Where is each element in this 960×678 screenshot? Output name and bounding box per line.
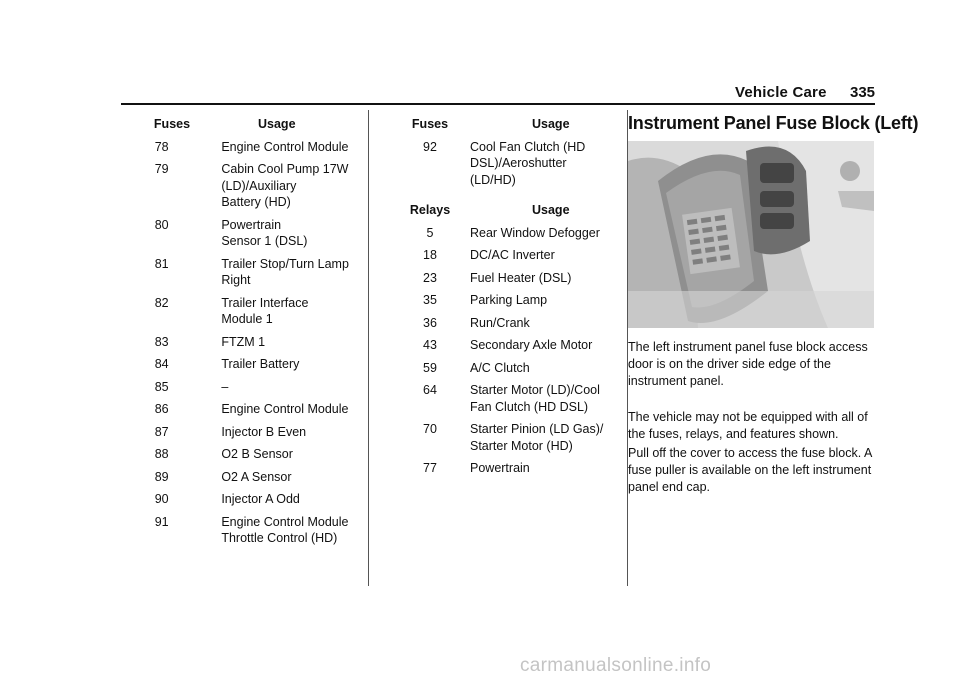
row-usage: Engine Control Module [221,139,349,154]
row-usage: Cabin Cool Pump 17W (LD)/Auxiliary Battery (HD) [221,162,349,209]
col-header-fuses: Fuses [153,117,191,131]
row-usage: A/C Clutch [470,360,530,375]
row-number: 59 [423,360,437,375]
row-usage: Powertrain Sensor 1 (DSL) [221,217,308,248]
row-number: 18 [423,248,437,262]
row-usage: Trailer Battery [221,357,300,371]
col-header-usage: Usage [258,117,296,131]
row-number: 83 [154,334,169,349]
row-usage: Powertrain [470,461,530,475]
paragraph-2: The vehicle may not be equipped with all of the fuses, relays, and features shown. [628,410,868,441]
table-row [148,379,358,396]
table-row [148,491,358,508]
table-row [406,292,621,309]
paragraph-1: The left instrument panel fuse block access door is on the driver side edge of the instrument panel. [628,340,868,388]
table-row [148,161,358,211]
table-row [148,334,358,351]
table-row [148,256,358,289]
paragraph-3: Pull off the cover to access the fuse block. A fuse puller is available on the left instrument panel end cap. [628,446,872,494]
row-number: 5 [426,225,434,240]
table-header [148,116,358,133]
row-usage: O2 B Sensor [221,447,293,461]
row-number: 23 [423,270,437,285]
table-row [148,217,358,250]
row-number: 77 [423,461,437,475]
table-row [148,514,358,547]
row-number: 89 [154,469,169,484]
table-header [406,116,621,133]
table-row [148,446,358,463]
row-usage: DC/AC Inverter [470,248,555,262]
row-usage: Trailer Stop/Turn Lamp Right [221,256,349,287]
table-row [406,270,621,287]
row-usage: Rear Window Defogger [470,225,600,240]
row-usage: Engine Control Module [221,402,349,416]
row-usage: – [221,379,229,394]
row-number: 87 [154,424,169,439]
row-number: 35 [423,293,437,307]
col-header-usage: Usage [532,117,570,131]
table-row [148,469,358,486]
table-row [406,460,621,477]
running-header-title: Vehicle Care [735,84,827,101]
table-row [406,139,621,189]
row-number: 36 [423,315,437,330]
table-row [148,139,358,156]
row-number: 91 [154,514,169,529]
row-number: 80 [154,217,169,232]
table-row [148,424,358,441]
table-row [406,225,621,242]
row-number: 79 [154,162,169,176]
table-row [406,337,621,354]
page-number: 335 [850,84,876,101]
row-usage: Parking Lamp [470,293,548,307]
row-usage: O2 A Sensor [221,469,292,484]
row-number: 90 [154,492,169,506]
row-usage: Secondary Axle Motor [470,338,593,352]
col-header-relays: Relays [409,203,451,217]
row-usage: Engine Control Module Throttle Control (HD) [221,514,349,545]
row-number: 88 [154,447,169,461]
table-row [406,315,621,332]
fuse-block-photo [628,141,874,328]
table-row [148,356,358,373]
row-number: 81 [154,256,169,271]
row-usage: FTZM 1 [221,334,266,349]
row-number: 86 [154,402,169,416]
row-number: 85 [154,379,169,394]
column-divider-1 [368,110,369,586]
row-number: 92 [423,139,437,154]
section-title: Instrument Panel Fuse Block (Left) [628,113,919,133]
fuses-table-1 [148,116,358,553]
row-usage: Injector B Even [221,424,307,439]
row-usage: Run/Crank [470,315,530,330]
table-row [406,247,621,264]
row-usage: Starter Pinion (LD Gas)/ Starter Motor (HD) [470,422,604,453]
row-usage: Cool Fan Clutch (HD DSL)/Aeroshutter (LD/HD) [470,139,586,187]
col-header-fuses: Fuses [411,117,449,131]
col-header-usage: Usage [532,203,570,217]
row-usage: Injector A Odd [221,492,300,506]
fuses-relays-column [406,116,621,483]
table-row [148,295,358,328]
row-usage: Trailer Interface Module 1 [221,295,309,326]
row-number: 82 [154,295,169,310]
relays-header [406,202,621,219]
table-row [406,382,621,415]
row-number: 43 [423,338,437,352]
row-usage: Starter Motor (LD)/Cool Fan Clutch (HD DSL) [470,383,600,414]
row-number: 70 [423,422,437,436]
row-number: 84 [154,357,169,371]
row-number: 78 [154,139,169,154]
table-row [406,360,621,377]
header-rule [121,103,875,105]
row-usage: Fuel Heater (DSL) [470,270,572,285]
row-number: 64 [423,383,437,397]
table-row [406,421,621,454]
table-row [148,401,358,418]
watermark: carmanualsonline.info [520,655,712,676]
